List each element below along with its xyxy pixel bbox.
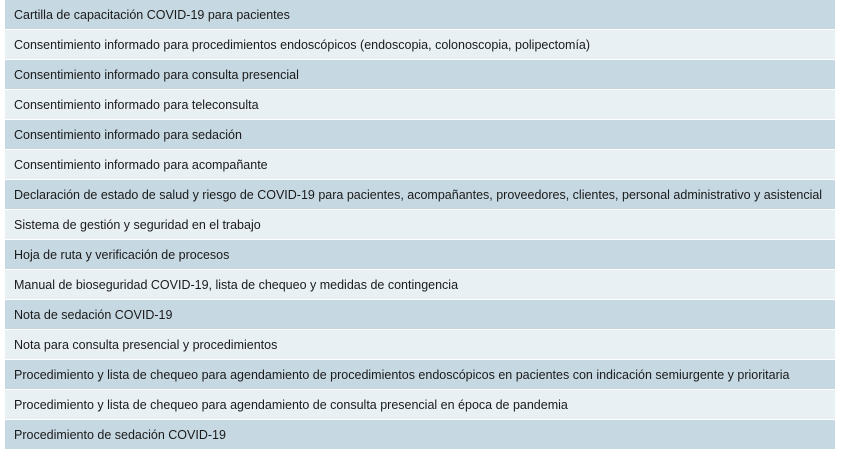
list-item: Manual de bioseguridad COVID-19, lista de chequeo y medidas de contingencia	[5, 270, 835, 300]
list-item: Consentimiento informado para teleconsulta	[5, 90, 835, 120]
list-item: Declaración de estado de salud y riesgo de COVID-19 para pacientes, acompañantes, proveedores, clientes, personal administrativo y asistencial	[5, 180, 835, 210]
list-item: Procedimiento y lista de chequeo para agendamiento de consulta presencial en época de pandemia	[5, 390, 835, 420]
list-item: Sistema de gestión y seguridad en el trabajo	[5, 210, 835, 240]
list-item: Procedimiento de sedación COVID-19	[5, 420, 835, 450]
list-item: Consentimiento informado para consulta presencial	[5, 60, 835, 90]
list-item: Procedimiento y lista de chequeo para agendamiento de procedimientos endoscópicos en pacientes con indicación semiurgente y prioritaria	[5, 360, 835, 390]
list-item: Cartilla de capacitación COVID-19 para pacientes	[5, 0, 835, 30]
list-item: Hoja de ruta y verificación de procesos	[5, 240, 835, 270]
list-item: Nota para consulta presencial y procedimientos	[5, 330, 835, 360]
list-item: Consentimiento informado para procedimientos endoscópicos (endoscopia, colonoscopia, polipectomía)	[5, 30, 835, 60]
document-list-table	[5, 0, 835, 450]
list-item: Nota de sedación COVID-19	[5, 300, 835, 330]
list-item: Consentimiento informado para acompañante	[5, 150, 835, 180]
list-item: Consentimiento informado para sedación	[5, 120, 835, 150]
